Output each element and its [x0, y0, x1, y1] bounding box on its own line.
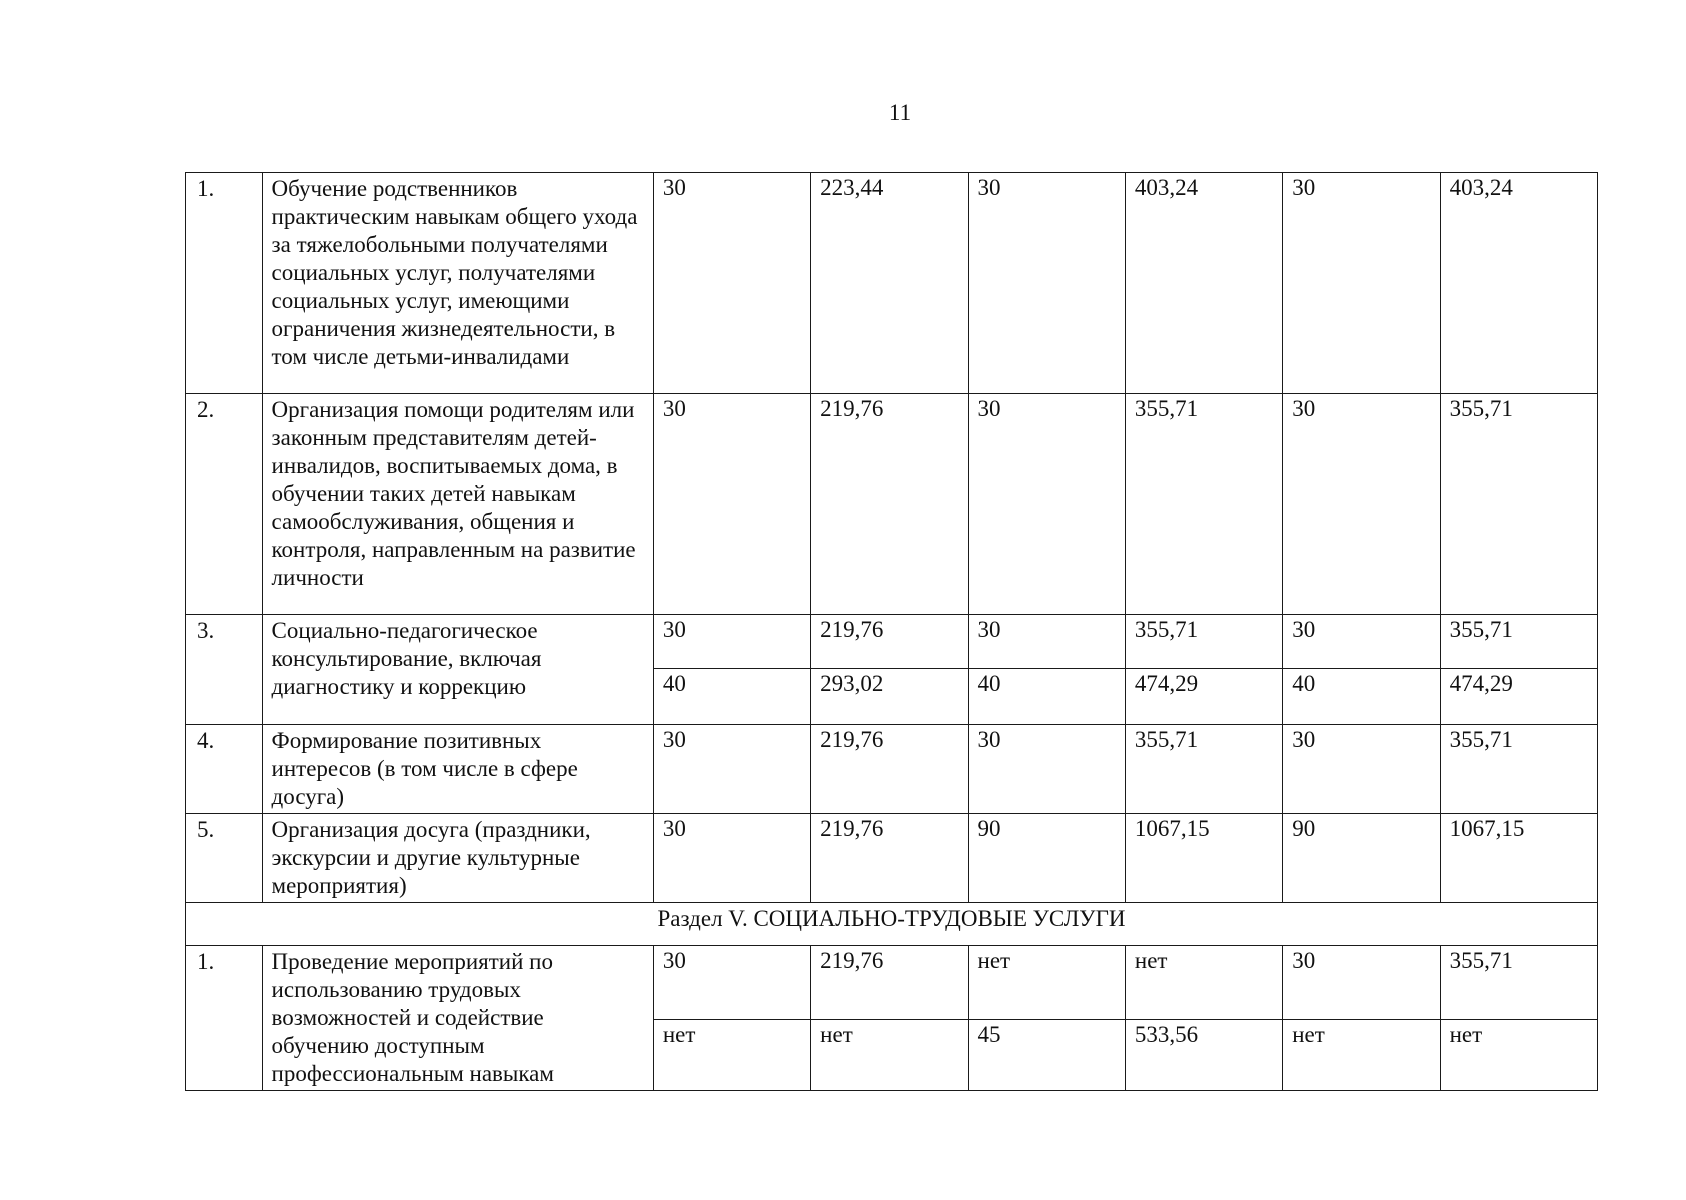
- value-cell: нет: [1283, 1020, 1440, 1091]
- value-cell: 30: [653, 946, 810, 1020]
- table-row: [186, 946, 1598, 1020]
- service-name: Обучение родственников практическим навыкам общего ухода за тяжелобольными получателями социальных услуг, получателями социальных услуг, имеющими ограничения жизнедеятельности, в том числе детьми-инвалидами: [262, 173, 653, 394]
- row-number: 2.: [186, 394, 263, 615]
- section-title: Раздел V. СОЦИАЛЬНО-ТРУДОВЫЕ УСЛУГИ: [186, 903, 1598, 946]
- value-cell: 1067,15: [1125, 814, 1282, 903]
- service-name: Проведение мероприятий по использованию трудовых возможностей и содействие обучению доступным профессиональным навыкам: [262, 946, 653, 1091]
- value-cell: нет: [1440, 1020, 1597, 1091]
- value-cell: 30: [1283, 615, 1440, 669]
- table-row: [186, 615, 1598, 669]
- value-cell: 30: [968, 725, 1125, 814]
- value-cell: 355,71: [1440, 725, 1597, 814]
- value-cell: 355,71: [1125, 394, 1282, 615]
- table-row: [186, 725, 1598, 814]
- value-cell: 355,71: [1125, 725, 1282, 814]
- value-cell: 40: [968, 669, 1125, 725]
- value-cell: 219,76: [811, 615, 968, 669]
- service-name: Формирование позитивных интересов (в том числе в сфере досуга): [262, 725, 653, 814]
- value-cell: 219,76: [811, 814, 968, 903]
- value-cell: 403,24: [1440, 173, 1597, 394]
- value-cell: нет: [811, 1020, 968, 1091]
- value-cell: 1067,15: [1440, 814, 1597, 903]
- value-cell: 90: [1283, 814, 1440, 903]
- value-cell: 30: [968, 615, 1125, 669]
- table-row: [186, 814, 1598, 903]
- value-cell: 474,29: [1440, 669, 1597, 725]
- table-row: [186, 173, 1598, 394]
- value-cell: нет: [968, 946, 1125, 1020]
- page-number: 11: [888, 100, 912, 125]
- value-cell: 30: [653, 394, 810, 615]
- row-number: 5.: [186, 814, 263, 903]
- value-cell: нет: [653, 1020, 810, 1091]
- value-cell: 219,76: [811, 725, 968, 814]
- value-cell: 293,02: [811, 669, 968, 725]
- value-cell: 355,71: [1440, 394, 1597, 615]
- table-row: [186, 394, 1598, 615]
- value-cell: 403,24: [1125, 173, 1282, 394]
- services-tariff-table: [185, 172, 1598, 1091]
- value-cell: 30: [968, 173, 1125, 394]
- value-cell: 355,71: [1125, 615, 1282, 669]
- value-cell: 474,29: [1125, 669, 1282, 725]
- row-number: 1.: [186, 946, 263, 1091]
- row-number: 1.: [186, 173, 263, 394]
- service-name: Организация досуга (праздники, экскурсии и другие культурные мероприятия): [262, 814, 653, 903]
- service-name: Социально-педагогическое консультирование, включая диагностику и коррекцию: [262, 615, 653, 725]
- value-cell: 30: [1283, 394, 1440, 615]
- value-cell: 30: [1283, 173, 1440, 394]
- value-cell: 40: [1283, 669, 1440, 725]
- value-cell: нет: [1125, 946, 1282, 1020]
- value-cell: 30: [1283, 946, 1440, 1020]
- row-number: 3.: [186, 615, 263, 725]
- service-name: Организация помощи родителям или законным представителям детей-инвалидов, воспитываемых дома, в обучении таких детей навыкам самообслуживания, общения и контроля, направленным на развитие личности: [262, 394, 653, 615]
- value-cell: 40: [653, 669, 810, 725]
- value-cell: 30: [653, 615, 810, 669]
- section-header-row: [186, 903, 1598, 946]
- value-cell: 223,44: [811, 173, 968, 394]
- value-cell: 90: [968, 814, 1125, 903]
- value-cell: 219,76: [811, 946, 968, 1020]
- value-cell: 30: [653, 173, 810, 394]
- value-cell: 219,76: [811, 394, 968, 615]
- value-cell: 30: [968, 394, 1125, 615]
- row-number: 4.: [186, 725, 263, 814]
- value-cell: 533,56: [1125, 1020, 1282, 1091]
- value-cell: 45: [968, 1020, 1125, 1091]
- value-cell: 355,71: [1440, 615, 1597, 669]
- value-cell: 30: [1283, 725, 1440, 814]
- value-cell: 355,71: [1440, 946, 1597, 1020]
- value-cell: 30: [653, 814, 810, 903]
- value-cell: 30: [653, 725, 810, 814]
